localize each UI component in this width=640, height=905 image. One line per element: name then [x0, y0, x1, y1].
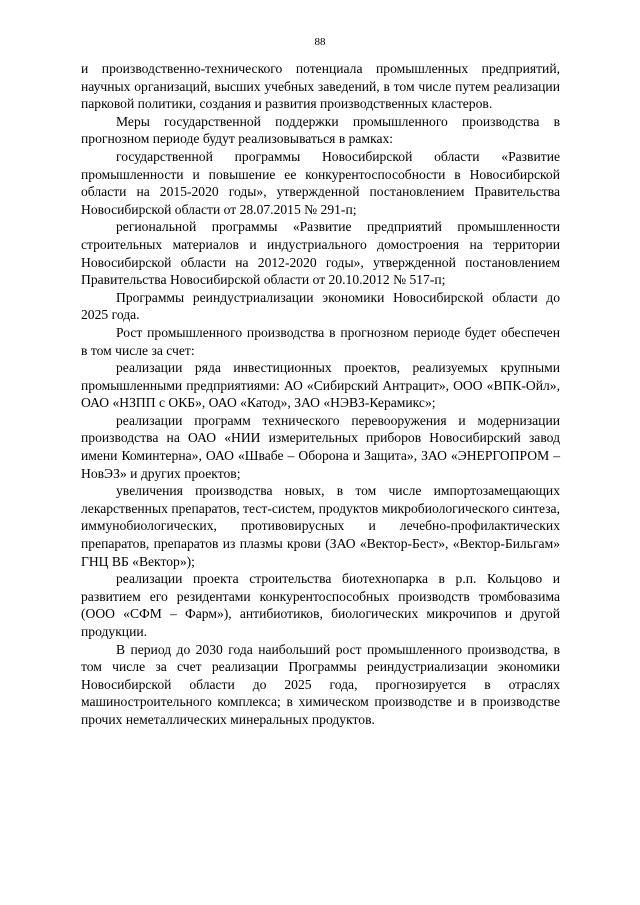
page-number: 88 — [314, 36, 326, 48]
paragraph-state-program: государственной программы Новосибирской области «Развитие промышленности и повышение ее конкурентоспособности в Новосибирской области на 2015-2020 годы», утвержденной постановлением Правительства Новосибирской области от 28.07.2015 № 291-п; — [81, 148, 560, 217]
paragraph-pharmaceuticals: увеличения производства новых, в том числе импортозамещающих лекарственных препаратов, тест-систем, продуктов микробиологического синтеза, иммунобиологических, противовирусных и лечебно-профилактических препаратов, препаратов из плазмы крови (ЗАО «Вектор-Бест», «Вектор-Бильгам» ГНЦ ВБ «Вектор»); — [81, 483, 560, 569]
paragraph-modernization: реализации программ технического перевооружения и модернизации производства на ОАО «НИИ измерительных приборов Новосибирский завод имени Коминтерна», ОАО «Швабе – Оборона и Защита», ЗАО «ЭНЕРГОПРОМ – НовЭЗ» и других проектов; — [81, 412, 560, 481]
paragraph-growth-factors: Рост промышленного производства в прогнозном периоде будет обеспечен в том числе за счет: — [81, 324, 560, 358]
paragraph-biotechnopark: реализации проекта строительства биотехнопарка в р.п. Кольцово и развитием его резидентами конкурентоспособных производств тромбовазима (ООО «СФМ – Фарм»), антибиотиков, биологических микрочипов и другой продукции. — [81, 571, 560, 639]
paragraph-regional-program: региональной программы «Развитие предприятий промышленности строительных материалов и индустриального домостроения на территории Новосибирской области на 2012-2020 годы», утвержденной постановлением Правительства Новосибирской области от 20.10.2012 № 517-п; — [81, 219, 560, 288]
paragraph-reindustrialization-program: Программы реиндустриализации экономики Новосибирской области до 2025 года. — [81, 289, 560, 323]
paragraph-continuation: и производственно-технического потенциала промышленных предприятий, научных организаций, высших учебных заведений, в том числе путем реализации парковой политики, создания и развития производственных кластеров. — [81, 61, 560, 112]
paragraph-support-measures: Меры государственной поддержки промышленного производства в прогнозном периоде будут реализовываться в рамках: — [81, 113, 560, 147]
paragraph-investment-projects: реализации ряда инвестиционных проектов, реализуемых крупными промышленными предприятиями: АО «Сибирский Антрацит», ООО «ВПК-Ойл», ОАО «НЗПП с ОКБ», ОАО «Катод», ЗАО «НЭВЗ-Керамикс»; — [81, 360, 560, 411]
paragraph-outlook-2030: В период до 2030 года наибольший рост промышленного производства, в том числе за счет реализации Программы реиндустриализации экономики Новосибирской области до 2025 года, прогнозируется в отраслях машиностроительного комплекса; в химическом производстве и в производстве прочих неметаллических минеральных продуктов. — [81, 641, 560, 727]
document-body — [81, 60, 560, 729]
